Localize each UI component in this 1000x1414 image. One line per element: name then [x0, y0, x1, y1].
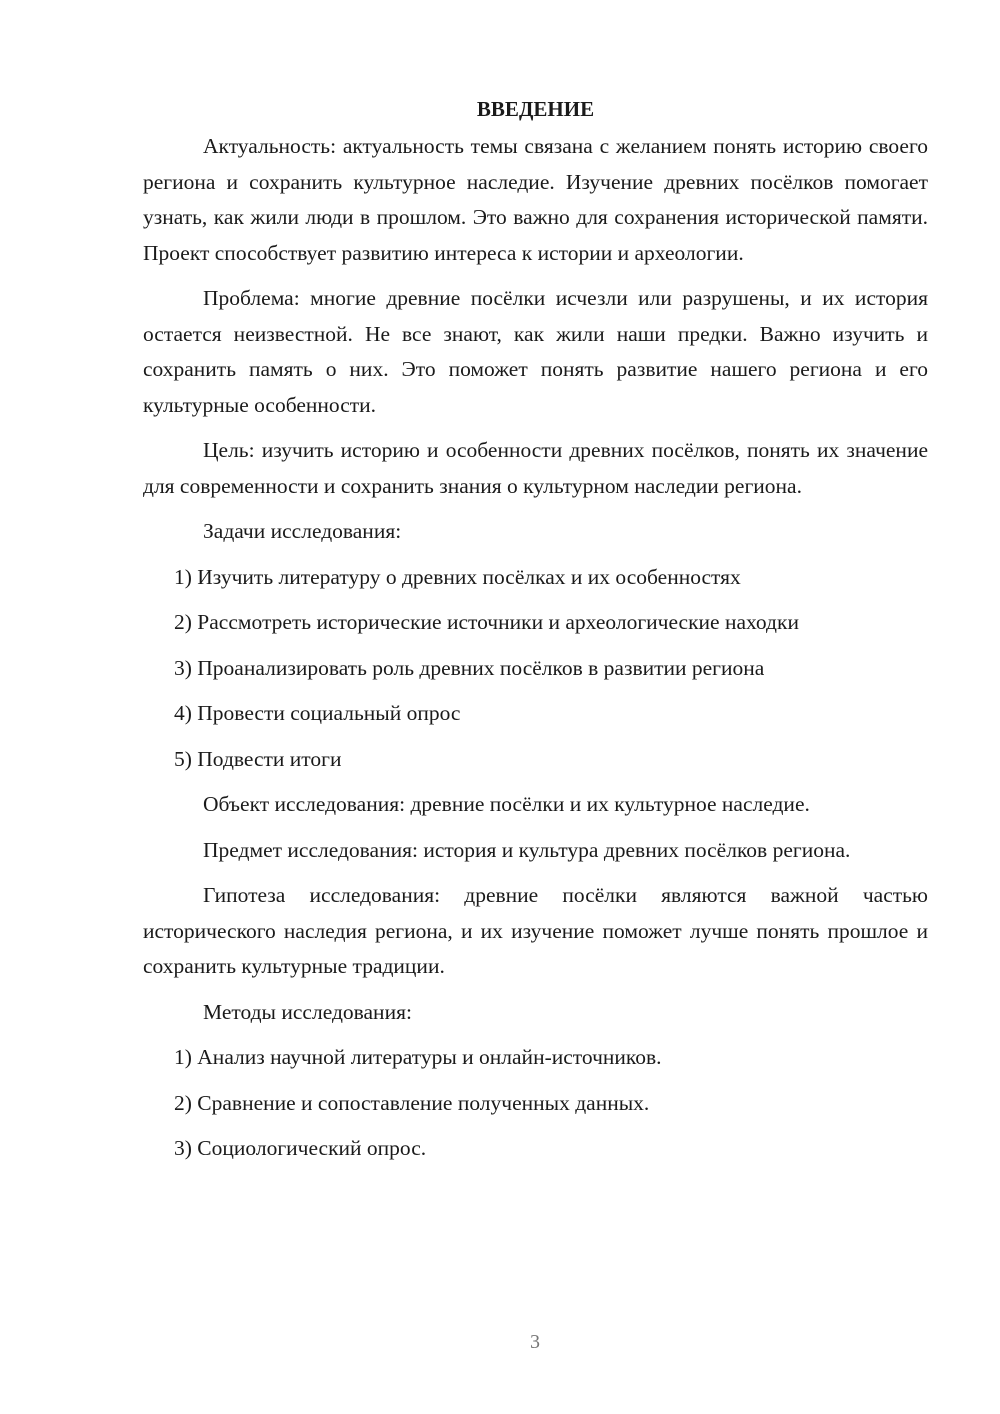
list-item: 3) Проанализировать роль древних посёлков в развитии региона	[174, 655, 765, 680]
section-heading: ВВЕДЕНИЕ	[476, 97, 595, 121]
tasks-title: Задачи исследования:	[203, 519, 402, 543]
problem-paragraph: Проблема: многие древние посёлки исчезли или разрушены, и их история остается неизвестной. Не все знают, как жили наши предки. Важно изучить и сохранить память о них. Это поможет понять развитие нашего региона и его культурные особенности.	[143, 286, 928, 417]
list-item: 5) Подвести итоги	[174, 746, 342, 771]
list-item: 3) Социологический опрос.	[174, 1136, 427, 1160]
list-item: 1) Изучить литературу о древних посёлках и их особенностях	[174, 564, 741, 589]
goal-paragraph: Цель: изучить историю и особенности древних посёлков, понять их значение для современности и сохранить знания о культурном наследии региона.	[143, 438, 928, 498]
object-paragraph: Объект исследования: древние посёлки и их культурное наследие.	[203, 792, 810, 816]
document-page	[143, 92, 928, 1177]
methods-title: Методы исследования:	[203, 999, 412, 1024]
list-item: 4) Провести социальный опрос	[174, 701, 461, 725]
methods-list	[143, 1040, 928, 1167]
tasks-list	[143, 560, 928, 778]
list-item: 2) Рассмотреть исторические источники и археологические находки	[174, 610, 799, 634]
hypothesis-paragraph: Гипотеза исследования: древние посёлки являются важной частью исторического наследия региона, и их изучение поможет лучше понять прошлое и сохранить культурные традиции.	[143, 883, 928, 978]
list-item: 1) Анализ научной литературы и онлайн-источников.	[174, 1045, 662, 1069]
subject-paragraph: Предмет исследования: история и культура древних посёлков региона.	[203, 837, 851, 862]
relevance-paragraph: Актуальность: актуальность темы связана с желанием понять историю своего региона и сохранить культурное наследие. Изучение древних посёлков помогает узнать, как жили люди в прошлом. Это важно для сохранения исторической памяти. Проект способствует развитию интереса к истории и археологии.	[143, 134, 928, 265]
list-item: 2) Сравнение и сопоставление полученных данных.	[174, 1090, 650, 1115]
page-number: 3	[530, 1331, 540, 1353]
